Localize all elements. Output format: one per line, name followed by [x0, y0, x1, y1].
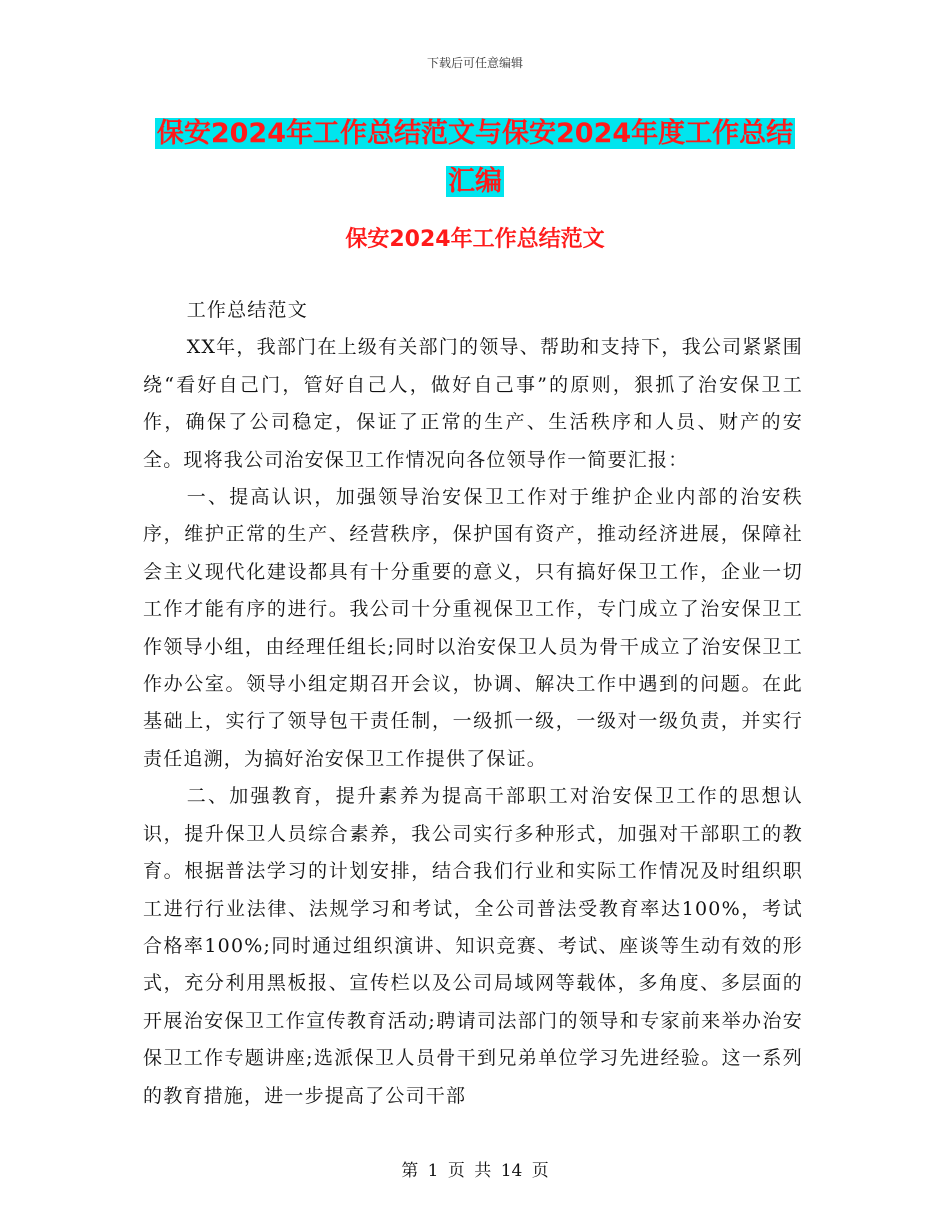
- body-text: [143, 292, 803, 1115]
- document-title-line1: 保安2024年工作总结范文与保安2024年度工作总结: [156, 118, 794, 149]
- section-title: 保安2024年工作总结范文: [345, 227, 605, 252]
- paragraph: XX年，我部门在上级有关部门的领导、帮助和支持下，我公司紧紧围绕“看好自己门，管好自己人，做好自己事”的原则，狠抓了治安保卫工作，确保了公司稳定，保证了正常的生产、生活秩序和人员、财产的安全。现将我公司治安保卫工作情况向各位领导作一简要汇报：: [143, 336, 803, 471]
- paragraph: 工作总结范文: [186, 299, 308, 321]
- document-title-line2: 汇编: [448, 166, 502, 197]
- page-footer: 第 1 页 共 14 页: [401, 1161, 549, 1181]
- paragraph: 一、提高认识，加强领导治安保卫工作对于维护企业内部的治安秩序，维护正常的生产、经营秩序，保护国有资产，推动经济进展，保障社会主义现代化建设都具有十分重要的意义，只有搞好保卫工作，企业一切工作才能有序的进行。我公司十分重视保卫工作，专门成立了治安保卫工作领导小组，由经理任组长;同时以治安保卫人员为骨干成立了治安保卫工作办公室。领导小组定期召开会议，协调、解决工作中遇到的问题。在此基础上，实行了领导包干责任制，一级抓一级，一级对一级负责，并实行责任追溯，为搞好治安保卫工作提供了保证。: [143, 486, 803, 770]
- paragraph: 二、加强教育，提升素养为提高干部职工对治安保卫工作的思想认识，提升保卫人员综合素养，我公司实行多种形式，加强对干部职工的教育。根据普法学习的计划安排，结合我们行业和实际工作情况及时组织职工进行行业法律、法规学习和考试，全公司普法受教育率达100%，考试合格率100%;同时通过组织演讲、知识竞赛、考试、座谈等生动有效的形式，充分利用黑板报、宣传栏以及公司局域网等载体，多角度、多层面的开展治安保卫工作宣传教育活动;聘请司法部门的领导和专家前来举办治安保卫工作专题讲座;选派保卫人员骨干到兄弟单位学习先进经验。这一系列的教育措施，进一步提高了公司干部: [143, 785, 803, 1107]
- header-note: 下载后可任意编辑: [426, 56, 523, 70]
- document-title: [0, 110, 950, 206]
